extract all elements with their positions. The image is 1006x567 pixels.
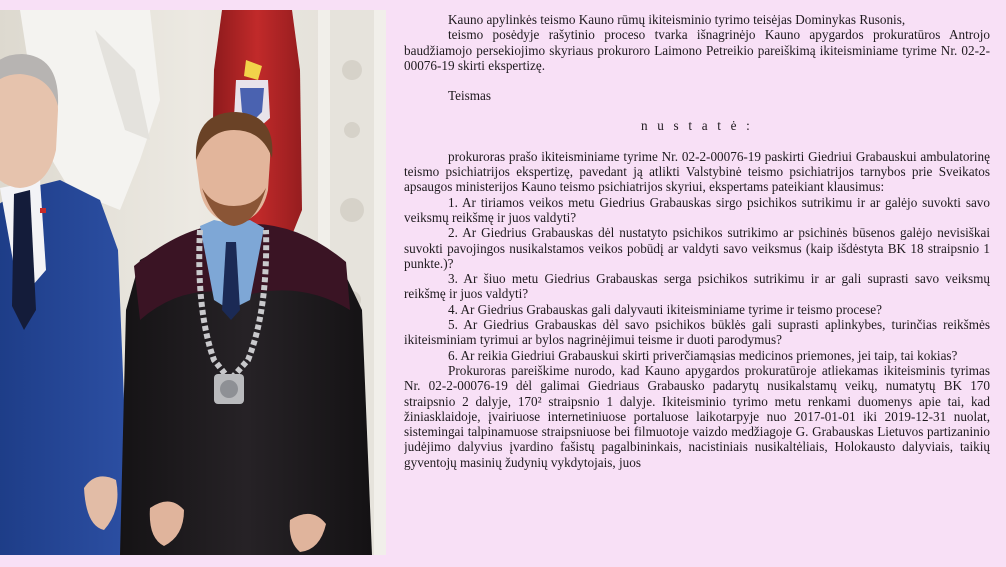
request-paragraph: prokuroras prašo ikiteisminiame tyrime Nr. 02-2-00076-19 paskirti Giedriui Grabauskui ambulatorinę teismo psichiatrijos ekspertizę, pavedant ją atlikti Valstybinė teismo psichiatrijos tarnybos prie Sveikatos apsaugos ministerijos Kauno teismo psichiatrijos skyriui, ekspertams pateikiant klausimus: — [404, 148, 990, 195]
ceremony-photo — [0, 10, 386, 555]
spacer — [404, 103, 990, 118]
spacer — [404, 134, 990, 149]
question-1: 1. Ar tiriamos veikos metu Giedrius Grabauskas sirgo psichikos sutrikimu ir ar galėjo suvokti savo veiksmų reikšmę ir juos valdyti? — [404, 194, 990, 225]
question-6: 6. Ar reikia Giedriui Grabauskui skirti priverčiamąsias medicinos priemones, jei taip, tai kokias? — [448, 347, 958, 363]
document-header-rest: teismo posėdyje rašytinio proceso tvarka išnagrinėjo Kauno apygardos prokuratūros Antrojo baudžiamojo persekiojimo skyriaus prokuroro Laimono Petreikio pareiškimą ikiteisminiame tyrime Nr. 02-2-00076-19 skirti ekspertizę. — [404, 27, 990, 73]
question-5: 5. Ar Giedrius Grabauskas dėl savo psichikos būklės gali suprasti aplinkybes, turinčias reikšmės ikiteisminiam tyrimui ar bylos nagrinėjimui teisme ir duoti parodymus? — [404, 317, 990, 348]
question-2: 2. Ar Giedrius Grabauskas dėl nustatyto psichikos sutrikimo ar psichinės būsenos galėjo nevisiškai suvokti pavojingos nusikalstamos veikos pobūdį ar valdyti savo veiksmus (kaip išdėstyta BK 18 straipsnio 1 punkte.)? — [404, 225, 990, 271]
spacer — [404, 73, 990, 88]
court-word: Teismas — [448, 88, 492, 104]
document-header-line1: Kauno apylinkės teismo Kauno rūmų ikiteisminio tyrimo teisėjas Dominykas Rusonis, — [448, 12, 906, 27]
prosecutor-paragraph: Prokuroras pareiškime nurodo, kad Kauno apygardos prokuratūroje atliekamas ikiteisminis tyrimas Nr. 02-2-00076-19 dėl galimai Giedriaus Grabausko padarytų nusikalstamų veikų, numatytų BK 170 straipsnio 2 dalyje, 170² straipsnio 1 dalyje. Ikiteisminio tyrimo metu renkami duomenys apie tai, kad žiniasklaidoje, įvairiuose internetiniuose portaluose laikotarpyje nuo 2017-01-01 iki 2019-12-31 nuolat, sistemingai talpinamuose straipsniuose bei filmuotoje vaizdo medžiagoje G. Grabauskas Lietuvos partizaninio judėjimo dalyvius įvardino fašistų pagalbininkais, nacistiniais nusikaltėliais, Holokausto dalyviais, taikių gyventojų masinių žudynių vykdytojais, juos — [404, 362, 990, 470]
court-ruling-document — [404, 12, 990, 557]
established-heading: n u s t a t ė : — [640, 118, 754, 134]
ceremony-photo-illustration — [0, 10, 386, 555]
question-4: 4. Ar Giedrius Grabauskas gali dalyvauti ikiteisminiame tyrime ir teismo procese? — [448, 301, 882, 317]
question-3: 3. Ar šiuo metu Giedrius Grabauskas serga psichikos sutrikimu ir ar gali suprasti savo veiksmų reikšmę ir juos valdyti? — [404, 271, 990, 302]
